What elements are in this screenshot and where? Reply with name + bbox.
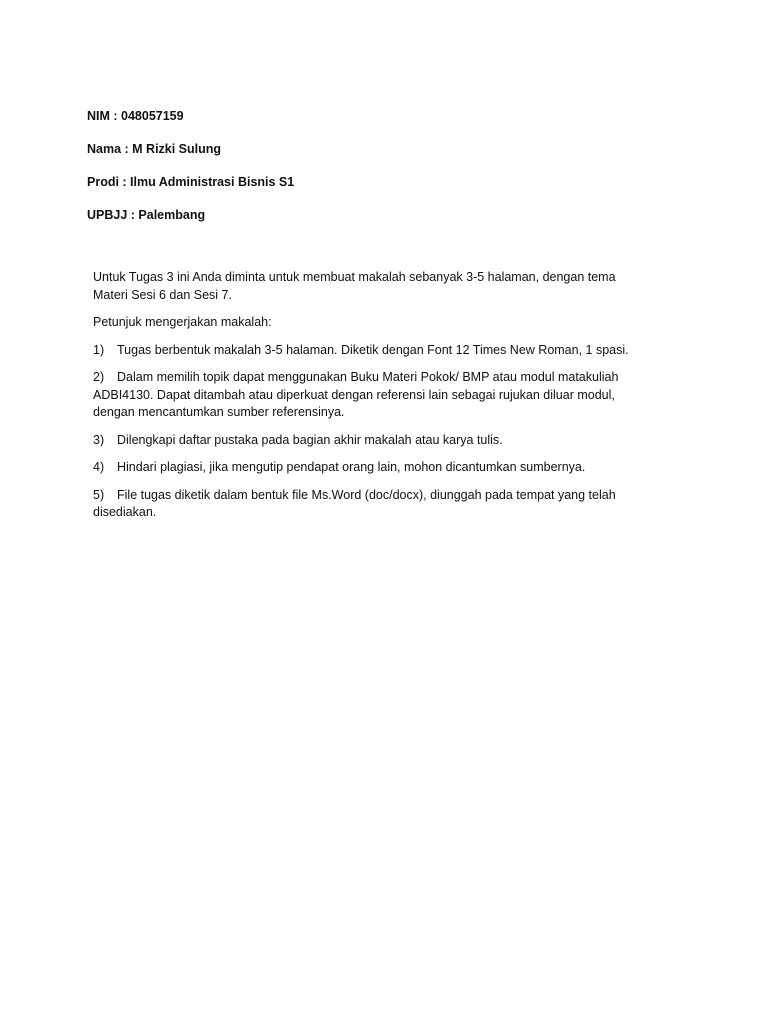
- nim-line: NIM : 048057159: [87, 109, 184, 123]
- list-number: 4): [93, 460, 105, 474]
- list-text: Dilengkapi daftar pustaka pada bagian akhir makalah atau karya tulis.: [117, 432, 503, 447]
- list-number: 2): [93, 370, 105, 384]
- list-text: Dalam memilih topik dapat menggunakan Buku Materi Pokok/ BMP atau modul matakuliah ADBI4130. Dapat ditambah atau diperkuat dengan referensi lain sebagai rujukan diluar modul, dengan mencantumkan sumber referensinya.: [93, 370, 619, 419]
- list-number: 1): [93, 342, 105, 357]
- upbjj-line: UPBJJ : Palembang: [87, 208, 206, 222]
- list-item: [93, 342, 653, 360]
- list-number: 5): [93, 487, 105, 502]
- list-item: [93, 369, 653, 422]
- intro-paragraph: Untuk Tugas 3 ini Anda diminta untuk membuat makalah sebanyak 3-5 halaman, dengan tema Materi Sesi 6 dan Sesi 7.: [93, 270, 616, 302]
- list-item: [93, 487, 653, 522]
- list-text: File tugas diketik dalam bentuk file Ms.Word (doc/docx), diunggah pada tempat yang telah disediakan.: [93, 487, 616, 519]
- list-number: 3): [93, 432, 105, 447]
- list-text: Tugas berbentuk makalah 3-5 halaman. Diketik dengan Font 12 Times New Roman, 1 spasi.: [117, 342, 629, 357]
- assignment-body: [93, 269, 653, 532]
- nama-line: Nama : M Rizki Sulung: [87, 142, 222, 156]
- list-text: Hindari plagiasi, jika mengutip pendapat orang lain, mohon dicantumkan sumbernya.: [117, 460, 586, 474]
- instructions-title: Petunjuk mengerjakan makalah:: [93, 315, 272, 329]
- student-info: [87, 108, 687, 240]
- prodi-line: Prodi : Ilmu Administrasi Bisnis S1: [87, 175, 295, 189]
- list-item: [93, 432, 653, 450]
- list-item: [93, 459, 653, 477]
